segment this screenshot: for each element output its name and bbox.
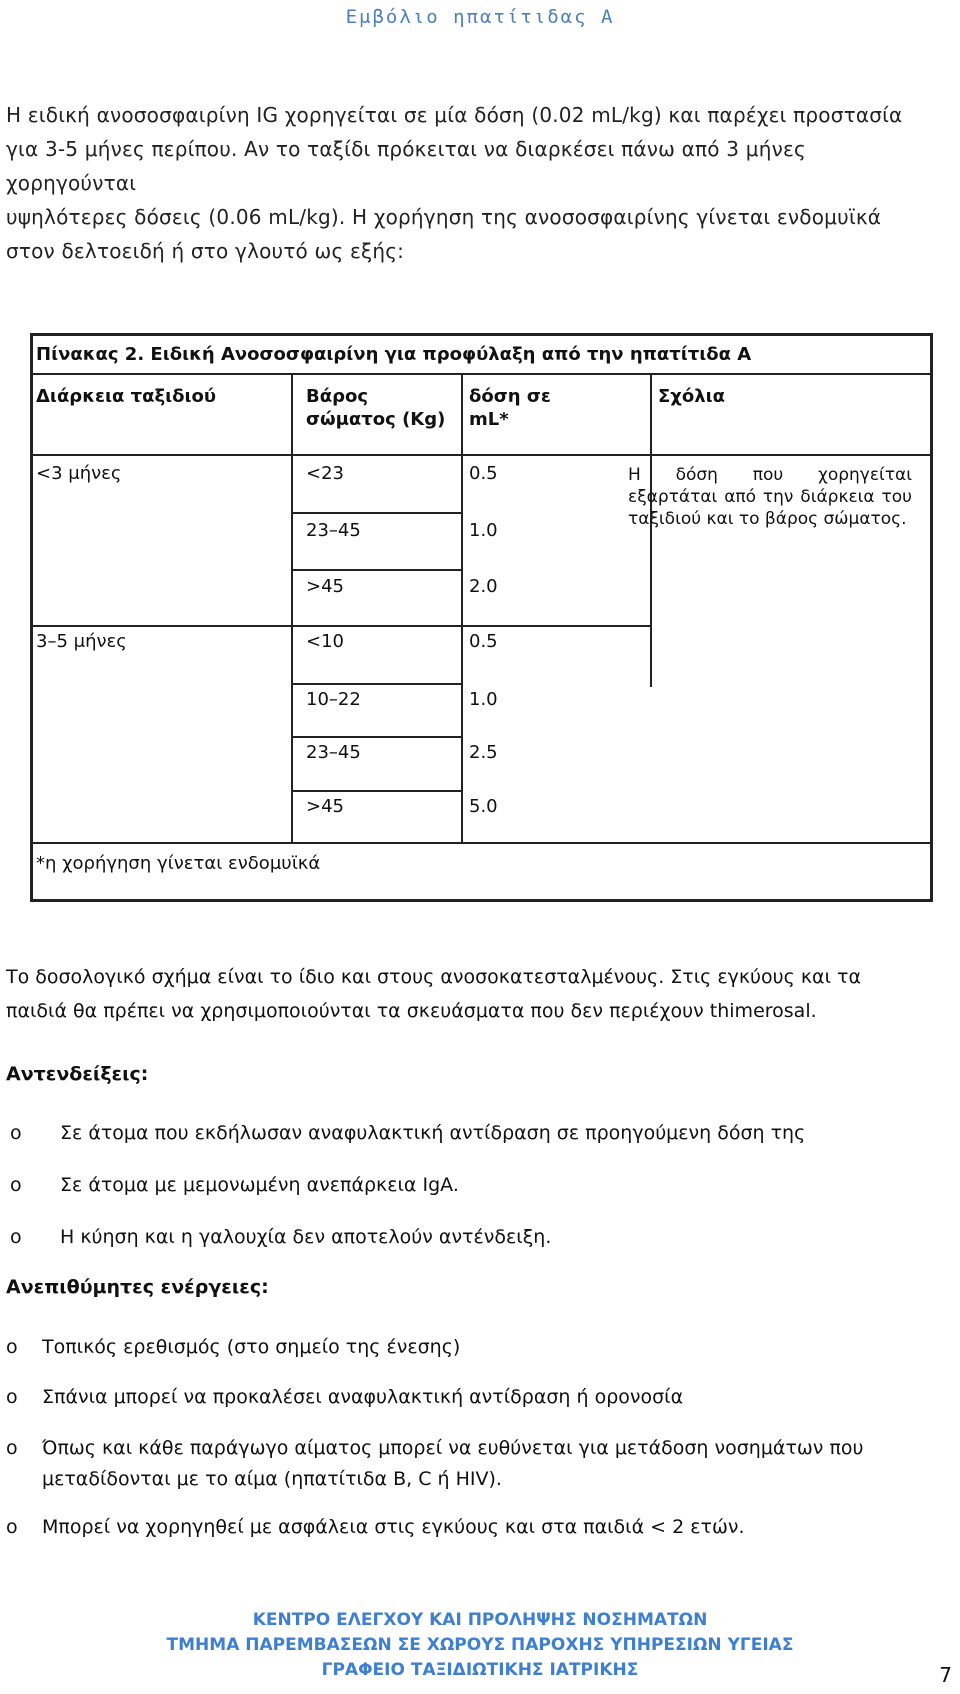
table-cell-weight: >45: [306, 576, 344, 597]
table-comment-border: [650, 683, 652, 685]
table-cell-dose: 1.0: [469, 520, 498, 541]
table-header-dose: [469, 385, 551, 431]
dosage-note-line: Το δοσολογικό σχήμα είναι το ίδιο και στους ανοσοκατεσταλμένους. Στις εγκύους και τα: [6, 966, 861, 988]
table-cell-dose: 0.5: [469, 463, 498, 484]
bullet-icon: o: [10, 1174, 22, 1196]
page-number: 7: [939, 1663, 952, 1687]
table-header-dose-line: mL*: [469, 409, 509, 430]
intro-line: Η ειδική ανοσοσφαιρίνη IG χορηγείται σε μία δόση (0.02 mL/kg) και παρέχει προστασία: [6, 103, 903, 127]
intro-line: για 3-5 μήνες περίπου. Αν το ταξίδι πρόκειται να διαρκέσει πάνω από 3 μήνες χορηγούνται: [6, 137, 806, 195]
table-row-divider: [291, 683, 463, 685]
table-footnote: *η χορήγηση γίνεται ενδομυϊκά: [36, 853, 321, 874]
dosage-note: [6, 960, 956, 1028]
table-border-top: [30, 333, 933, 336]
table-row-divider: [291, 569, 463, 571]
table-border-left: [30, 333, 33, 902]
table-row-divider: [291, 736, 463, 738]
table-header-dose-line: δόση σε: [469, 386, 551, 407]
list-item-text: Σε άτομα με μεμονωμένη ανεπάρκεια IgA.: [60, 1174, 459, 1196]
table-header-weight-line: Βάρος: [306, 386, 369, 407]
table-row-divider: [291, 790, 463, 792]
document-header-title: Εμβόλιο ηπατίτιδας Α: [345, 6, 615, 28]
table-comment: Η δόση που χορηγείται εξαρτάται από την διάρκεια του ταξιδιού και το βάρος σώματος.: [628, 465, 912, 529]
table-cell-weight: <23: [306, 463, 344, 484]
table-border-bottom: [30, 899, 933, 902]
table-row-divider: [291, 512, 463, 514]
table-cell-weight: 10–22: [306, 689, 361, 710]
table-header-weight-line: σώματος (Kg): [306, 409, 446, 430]
table-caption: Πίνακας 2. Ειδική Ανοσοσφαιρίνη για προφύλαξη από την ηπατίτιδα Α: [36, 344, 752, 365]
table-cell-dose: 0.5: [469, 631, 498, 652]
list-item: [10, 1222, 910, 1253]
bullet-icon: o: [6, 1386, 18, 1408]
contraindications-heading: Αντενδείξεις:: [6, 1063, 149, 1085]
table-cell-duration: 3–5 μήνες: [36, 631, 127, 652]
table-cell-weight: >45: [306, 796, 344, 817]
table-cell-dose: 1.0: [469, 689, 498, 710]
footer-line: ΚΕΝΤΡΟ ΕΛΕΓΧΟΥ ΚΑΙ ΠΡΟΛΗΨΗΣ ΝΟΣΗΜΑΤΩΝ: [252, 1610, 708, 1630]
list-item: [10, 1170, 910, 1201]
table-cell-duration: <3 μήνες: [36, 463, 122, 484]
table-cell-dose: 2.5: [469, 742, 498, 763]
list-item: [6, 1382, 954, 1413]
table-row-divider: [30, 625, 652, 627]
dosage-note-line: παιδιά θα πρέπει να χρησιμοποιούνται τα σκευάσματα που δεν περιέχουν thimerosal.: [6, 1000, 817, 1022]
table-cell-dose: 2.0: [469, 576, 498, 597]
list-item-text: Όπως και κάθε παράγωγο αίματος μπορεί να ευθύνεται για μετάδοση νοσημάτων που: [42, 1437, 864, 1459]
table-cell-weight: 23–45: [306, 520, 361, 541]
table-caption-divider: [30, 373, 933, 375]
table-footnote-divider: [30, 842, 933, 844]
table-col-divider: [291, 373, 293, 844]
list-item: [10, 1118, 910, 1149]
table-header-comments: Σχόλια: [658, 386, 726, 407]
bullet-icon: o: [10, 1122, 22, 1144]
table-col-divider: [461, 373, 463, 844]
intro-line: στον δελτοειδή ή στο γλουτό ως εξής:: [6, 239, 405, 263]
adverse-effects-heading: Ανεπιθύμητες ενέργειες:: [6, 1276, 269, 1298]
table-header-weight: [306, 385, 445, 431]
table-cell-dose: 5.0: [469, 796, 498, 817]
intro-paragraph: [6, 98, 930, 268]
table-cell-weight: <10: [306, 631, 344, 652]
table-col-divider: [650, 373, 652, 687]
list-item-text: Μπορεί να χορηγηθεί με ασφάλεια στις εγκύους και στα παιδιά < 2 ετών.: [42, 1516, 745, 1538]
table-cell-weight: 23–45: [306, 742, 361, 763]
table-border-right: [930, 333, 933, 902]
table-header-duration: Διάρκεια ταξιδιού: [36, 386, 217, 407]
list-item: [6, 1332, 954, 1363]
bullet-icon: o: [6, 1516, 18, 1538]
page-footer: [0, 1608, 960, 1683]
list-item: [6, 1512, 954, 1543]
bullet-icon: o: [6, 1336, 18, 1358]
table-header-divider: [30, 454, 933, 456]
intro-line: υψηλότερες δόσεις (0.06 mL/kg). Η χορήγηση της ανοσοσφαιρίνης γίνεται ενδομυϊκά: [6, 205, 882, 229]
bullet-icon: o: [6, 1437, 18, 1459]
list-item-text: Τοπικός ερεθισμός (στο σημείο της ένεσης): [42, 1336, 461, 1358]
footer-line: ΤΜΗΜΑ ΠΑΡΕΜΒΑΣΕΩΝ ΣΕ ΧΩΡΟΥΣ ΠΑΡΟΧΗΣ ΥΠΗΡΕΣΙΩΝ ΥΓΕΙΑΣ: [166, 1635, 794, 1655]
list-item-text: Η κύηση και η γαλουχία δεν αποτελούν αντένδειξη.: [60, 1226, 552, 1248]
list-item-text: Σε άτομα που εκδήλωσαν αναφυλακτική αντίδραση σε προηγούμενη δόση της: [60, 1122, 806, 1144]
list-item-text: Σπάνια μπορεί να προκαλέσει αναφυλακτική αντίδραση ή ορονοσία: [42, 1386, 684, 1408]
footer-line: ΓΡΑΦΕΙΟ ΤΑΞΙΔΙΩΤΙΚΗΣ ΙΑΤΡΙΚΗΣ: [321, 1660, 639, 1680]
list-item: [6, 1433, 954, 1495]
bullet-icon: o: [10, 1226, 22, 1248]
list-item-text-continued: μεταδίδονται με το αίμα (ηπατίτιδα Β, C ή HIV).: [42, 1468, 502, 1490]
